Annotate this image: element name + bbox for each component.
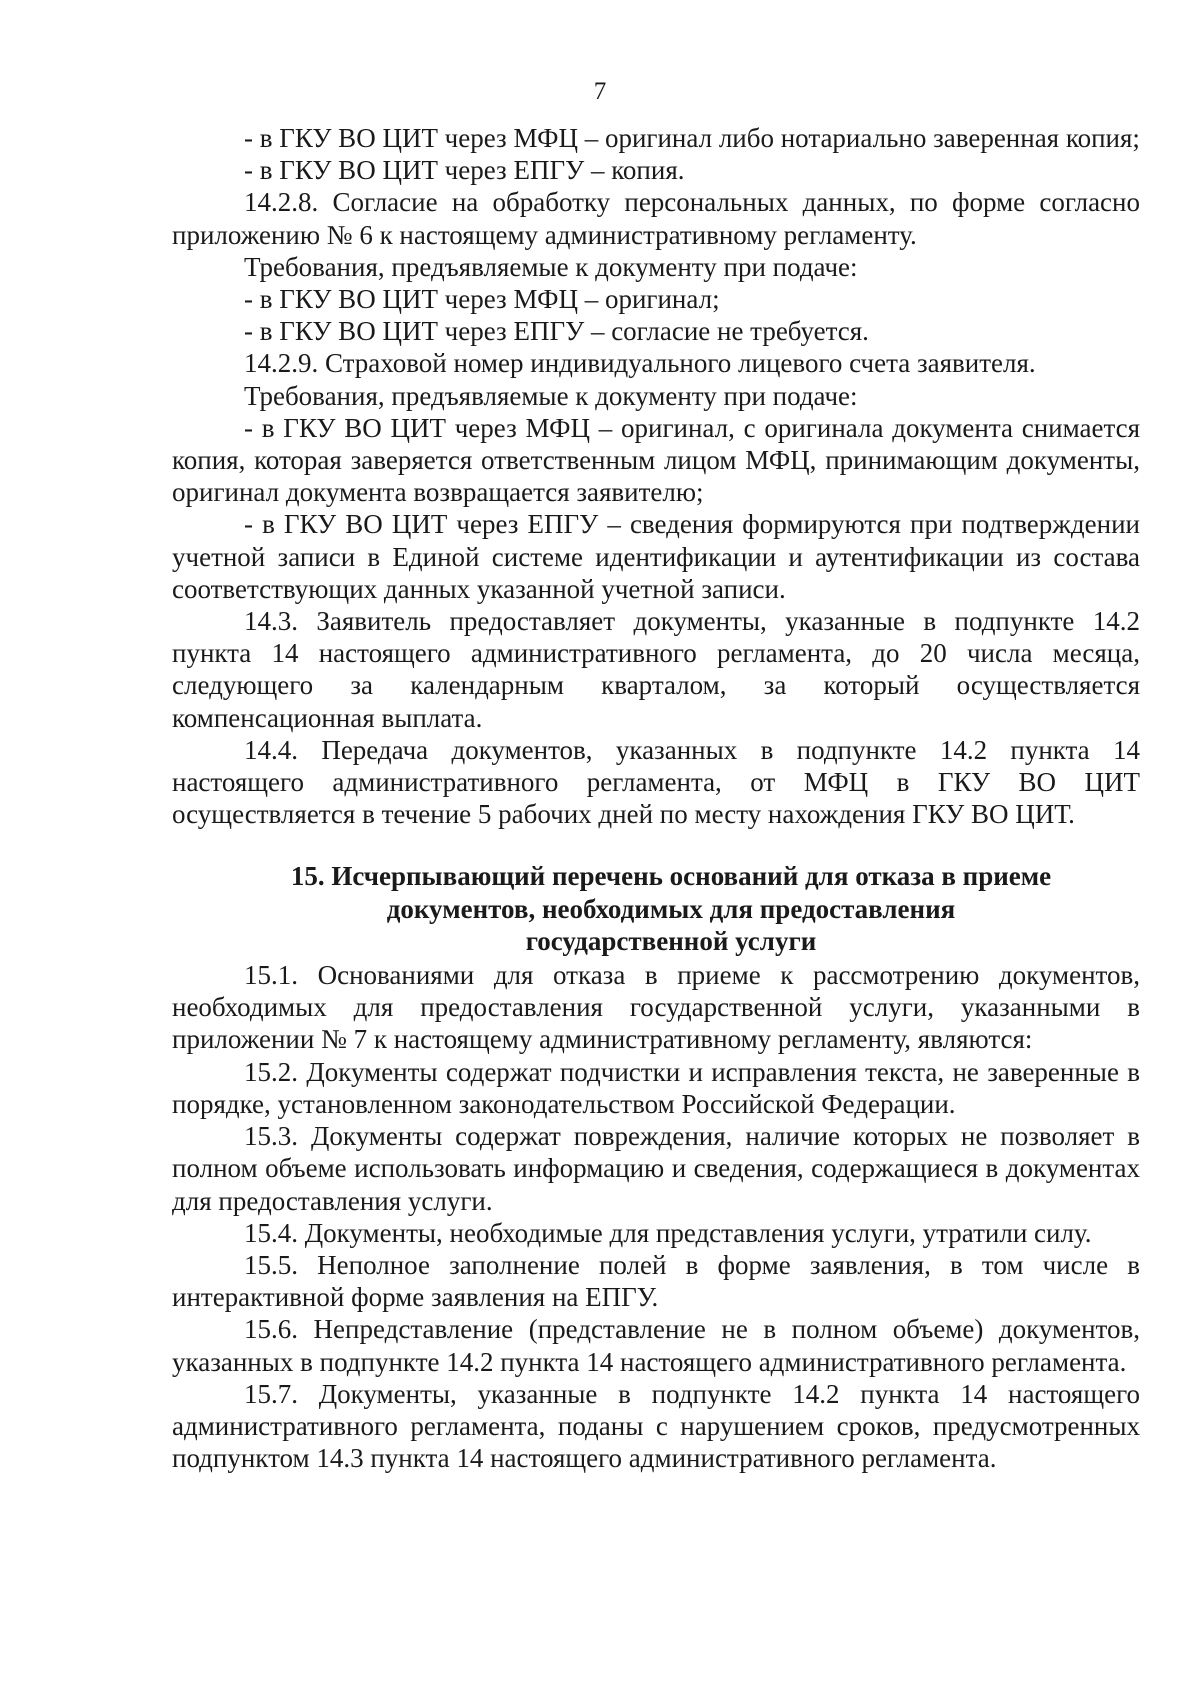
paragraph: - в ГКУ ВО ЦИТ через МФЦ – оригинал, с оригинала документа снимается копия, которая заверяется ответственным лицом МФЦ, принимающим документы, оригинал документа возвращается заявителю; (172, 412, 1140, 508)
paragraph: 14.4. Передача документов, указанных в подпункте 14.2 пункта 14 настоящего административного регламента, от МФЦ в ГКУ ВО ЦИТ осуществляется в течение 5 рабочих дней по месту нахождения ГКУ ВО ЦИТ. (172, 734, 1140, 830)
page-content (172, 122, 1140, 1474)
paragraph: 14.2.8. Согласие на обработку персональных данных, по форме согласно приложению № 6 к настоящему административному регламенту. (172, 187, 1140, 250)
paragraph: 15.4. Документы, необходимые для представления услуги, утратили силу. (244, 1217, 1092, 1248)
paragraph: 15.1. Основаниями для отказа в приеме к рассмотрению документов, необходимых для предоставления государственной услуги, указанными в приложении № 7 к настоящему административному регламенту, являются: (172, 960, 1140, 1055)
paragraph: - в ГКУ ВО ЦИТ через МФЦ – оригинал; (244, 284, 720, 315)
page-number: 7 (593, 78, 607, 105)
paragraph: 15.5. Неполное заполнение полей в форме заявления, в том числе в интерактивной форме заявления на ЕПГУ. (172, 1249, 1140, 1313)
paragraph: - в ГКУ ВО ЦИТ через ЕПГУ – согласие не требуется. (244, 316, 869, 347)
paragraph: Требования, предъявляемые к документу при подаче: (244, 380, 858, 411)
paragraph: Требования, предъявляемые к документу при подаче: (244, 251, 858, 282)
paragraph: 15.7. Документы, указанные в подпункте 14.2 пункта 14 настоящего административного регламента, поданы с нарушением сроков, предусмотренных подпунктом 14.3 пункта 14 настоящего административного регламента. (172, 1378, 1140, 1474)
section-heading-line: государственной услуги (525, 925, 817, 956)
paragraph: - в ГКУ ВО ЦИТ через МФЦ – оригинал либо нотариально заверенная копия; (244, 123, 1140, 153)
paragraph: 15.3. Документы содержат повреждения, наличие которых не позволяет в полном объеме использовать информацию и сведения, содержащиеся в документах для предоставления услуги. (172, 1121, 1140, 1216)
paragraph: 14.2.9. Страховой номер индивидуального лицевого счета заявителя. (244, 348, 1036, 379)
paragraph: 14.3. Заявитель предоставляет документы, указанные в подпункте 14.2 пункта 14 настоящего административного регламента, до 20 числа месяца, следующего за календарным кварталом, за который осуществляется компенсационная выплата. (172, 606, 1140, 733)
paragraph: - в ГКУ ВО ЦИТ через ЕПГУ – сведения формируются при подтверждении учетной записи в Единой системе идентификации и аутентификации из состава соответствующих данных указанной учетной записи. (172, 509, 1140, 604)
section-heading-line: документов, необходимых для предоставления (386, 893, 956, 924)
section-heading-line: 15. Исчерпывающий перечень оснований для отказа в приеме (290, 861, 1052, 892)
paragraph: 15.2. Документы содержат подчистки и исправления текста, не заверенные в порядке, установленном законодательством Российской Федерации. (172, 1056, 1140, 1119)
paragraph: - в ГКУ ВО ЦИТ через ЕПГУ – копия. (244, 155, 685, 186)
section-heading (172, 860, 1140, 957)
paragraph: 15.6. Непредставление (представление не в полном объеме) документов, указанных в подпункте 14.2 пункта 14 настоящего административного регламента. (172, 1314, 1140, 1377)
